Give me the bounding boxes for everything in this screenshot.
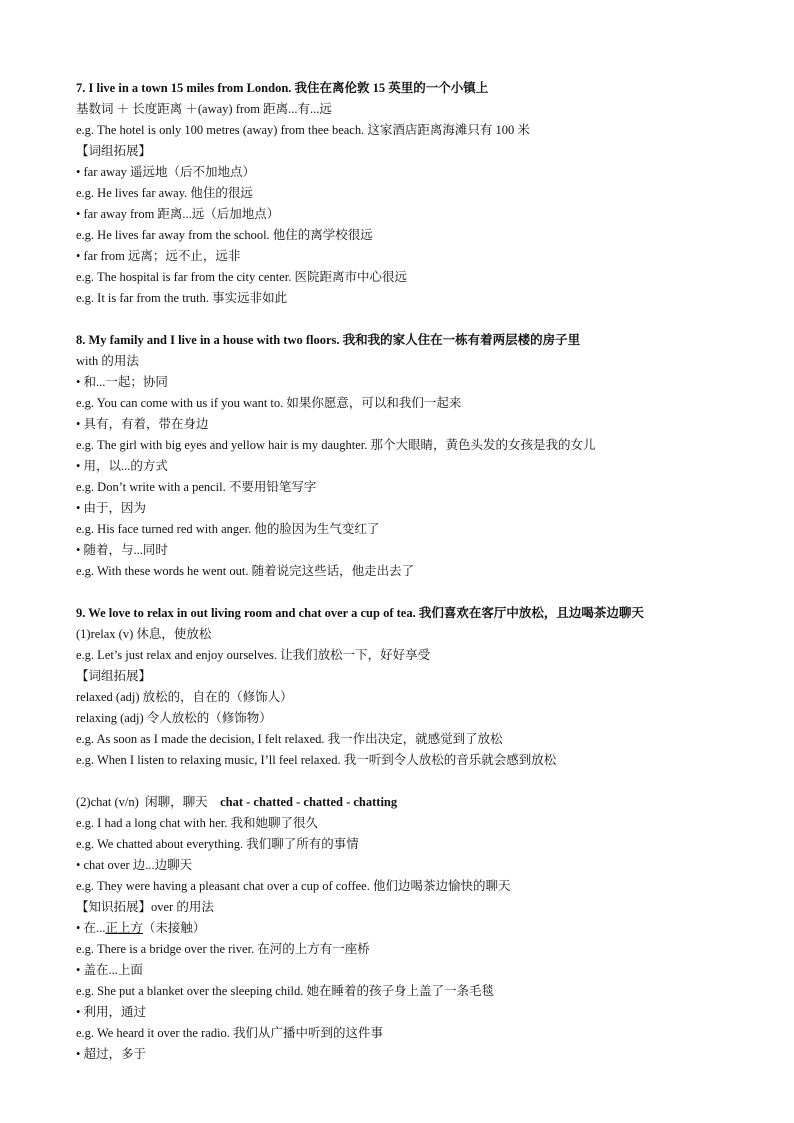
text-line: • far away from 距离...远（后加地点） [76, 207, 280, 221]
text-line: e.g. The hotel is only 100 metres (away) from thee beach. 这家酒店距离海滩只有 100 米 [76, 123, 530, 137]
text-line: e.g. With these words he went out. 随着说完这些话，他走出去了 [76, 564, 415, 578]
text-line: e.g. The hospital is far from the city center. 医院距离市中心很远 [76, 270, 407, 284]
text-line: e.g. They were having a pleasant chat over a cup of coffee. 他们边喝茶边愉快的聊天 [76, 879, 511, 893]
chat-definition-line [76, 792, 776, 813]
text-line: e.g. As soon as I made the decision, I felt relaxed. 我一作出决定，就感觉到了放松 [76, 732, 503, 746]
text-line: e.g. It is far from the truth. 事实远非如此 [76, 291, 288, 305]
text-line: e.g. He lives far away. 他住的很远 [76, 186, 253, 200]
section-8-body [76, 351, 776, 582]
text-line: 【知识拓展】over 的用法 [76, 900, 214, 914]
section-gap [76, 582, 776, 603]
text-line: • 和...一起；协同 [76, 375, 168, 389]
text-line: e.g. We chatted about everything. 我们聊了所有的事情 [76, 837, 359, 851]
text-line: e.g. There is a bridge over the river. 在河的上方有一座桥 [76, 942, 370, 956]
text-line: relaxing (adj) 令人放松的（修饰物） [76, 711, 272, 725]
text-line: e.g. Don’t write with a pencil. 不要用铅笔写字 [76, 480, 317, 494]
section-9-body [76, 624, 776, 1065]
text-line: • far from 远离；远不止，远非 [76, 249, 241, 263]
text-line: e.g. She put a blanket over the sleeping child. 她在睡着的孩子身上盖了一条毛毯 [76, 984, 494, 998]
over-usage-line [76, 918, 776, 939]
text-line: • 盖在...上面 [76, 963, 143, 977]
over-usage-prefix: • 在... [76, 921, 106, 935]
text-line: e.g. I had a long chat with her. 我和她聊了很久 [76, 816, 318, 830]
over-usage-suffix: （未接触） [142, 921, 206, 935]
text-line: e.g. Let’s just relax and enjoy ourselves. 让我们放松一下，好好享受 [76, 648, 431, 662]
text-line: 基数词 ＋ 长度距离 ＋(away) from 距离...有...远 [76, 102, 332, 116]
section-8-heading: 8. My family and I live in a house with two floors. 我和我的家人住在一栋有着两层楼的房子里 [76, 333, 581, 347]
text-line: • 超过，多于 [76, 1047, 147, 1061]
section-7-body [76, 99, 776, 309]
text-line: (1)relax (v) 休息，使放松 [76, 627, 212, 641]
text-line: with 的用法 [76, 354, 139, 368]
text-line: • 用，以...的方式 [76, 459, 168, 473]
chat-definition: (2)chat (v/n) 闲聊，聊天 [76, 795, 221, 809]
text-line: • 随着，与...同时 [76, 543, 168, 557]
text-line: • 由于，因为 [76, 501, 147, 515]
text-line: • far away 遥远地（后不加地点） [76, 165, 255, 179]
paragraph-gap [76, 771, 776, 792]
chat-verb-forms: chat - chatted - chatted - chatting [220, 795, 398, 809]
section-7-heading: 7. I live in a town 15 miles from London. 我住在离伦敦 15 英里的一个小镇上 [76, 81, 489, 95]
over-usage-underlined: 正上方 [105, 921, 143, 935]
text-line: e.g. When I listen to relaxing music, I’ll feel relaxed. 我一听到令人放松的音乐就会感到放松 [76, 753, 557, 767]
text-line: • 具有，有着，带在身边 [76, 417, 209, 431]
section-gap [76, 309, 776, 330]
document-page [76, 78, 776, 1065]
text-line: e.g. He lives far away from the school. 他住的离学校很远 [76, 228, 373, 242]
text-line: e.g. His face turned red with anger. 他的脸因为生气变红了 [76, 522, 380, 536]
text-line: e.g. We heard it over the radio. 我们从广播中听到的这件事 [76, 1026, 384, 1040]
text-line: • 利用，通过 [76, 1005, 147, 1019]
text-line: relaxed (adj) 放松的，自在的（修饰人） [76, 690, 293, 704]
text-line: 【词组拓展】 [76, 669, 152, 683]
text-line: • chat over 边...边聊天 [76, 858, 193, 872]
text-line: e.g. You can come with us if you want to. 如果你愿意，可以和我们一起来 [76, 396, 462, 410]
text-line: e.g. The girl with big eyes and yellow hair is my daughter. 那个大眼睛，黄色头发的女孩是我的女儿 [76, 438, 596, 452]
text-line: 【词组拓展】 [76, 144, 152, 158]
section-9-heading: 9. We love to relax in out living room and chat over a cup of tea. 我们喜欢在客厅中放松，且边喝茶边聊天 [76, 606, 644, 620]
